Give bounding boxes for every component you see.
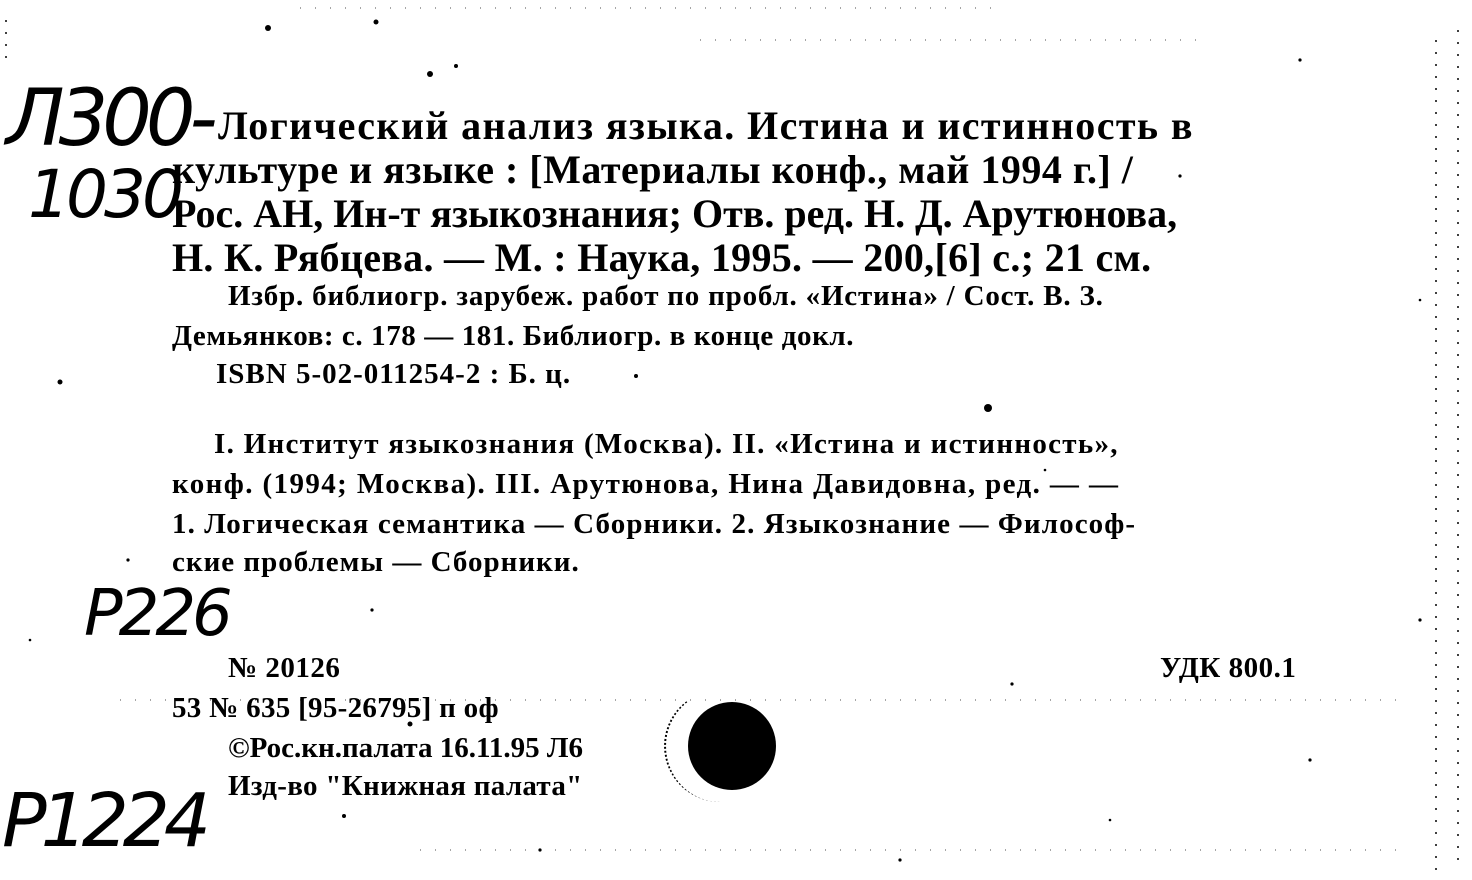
handwritten-call-number-top: Л300- [6,74,212,164]
main-entry-line-3: Рос. АН, Ин-т языкознания; Отв. ред. Н. Д. Арутюнова, [172,191,1178,236]
handwritten-mark-p1224: Р1224 [2,778,205,864]
main-entry-line-1: Логический анализ языка. Истина и истинность в [218,103,1194,148]
imprint-line-3: Изд-во "Книжная палата" [228,770,583,802]
imprint-line-2: ©Рос.кн.палата 16.11.95 Л6 [228,732,584,764]
punch-hole [688,702,776,790]
note-line-1: Избр. библиогр. зарубеж. работ по пробл. «Истина» / Сост. В. З. [228,280,1104,312]
tracing-line-3: 1. Логическая семантика — Сборники. 2. Языкознание — Философ- [172,508,1137,540]
imprint-line-1: 53 № 635 [95-26795] п оф [172,692,499,724]
isbn-line: ISBN 5-02-011254-2 : Б. ц. [216,358,572,390]
card-number: № 20126 [228,652,341,684]
tracing-line-1: I. Институт языкознания (Москва). II. «Истина и истинность», [214,428,1119,460]
handwritten-call-number-bottom: 1030 [28,156,180,233]
main-entry-line-2: культуре и языке : [Материалы конф., май 1994 г.] / [172,147,1134,192]
tracing-line-2: конф. (1994; Москва). III. Арутюнова, Нина Давидовна, ред. — — [172,468,1120,500]
handwritten-mark-p226: Р226 [84,577,229,651]
tracing-line-4: ские проблемы — Сборники. [172,546,580,578]
udk-code: УДК 800.1 [1160,652,1297,684]
note-line-2: Демьянков: с. 178 — 181. Библиогр. в конце докл. [172,320,855,352]
main-entry-line-4: Н. К. Рябцева. — М. : Наука, 1995. — 200,[6] с.; 21 см. [172,235,1152,280]
